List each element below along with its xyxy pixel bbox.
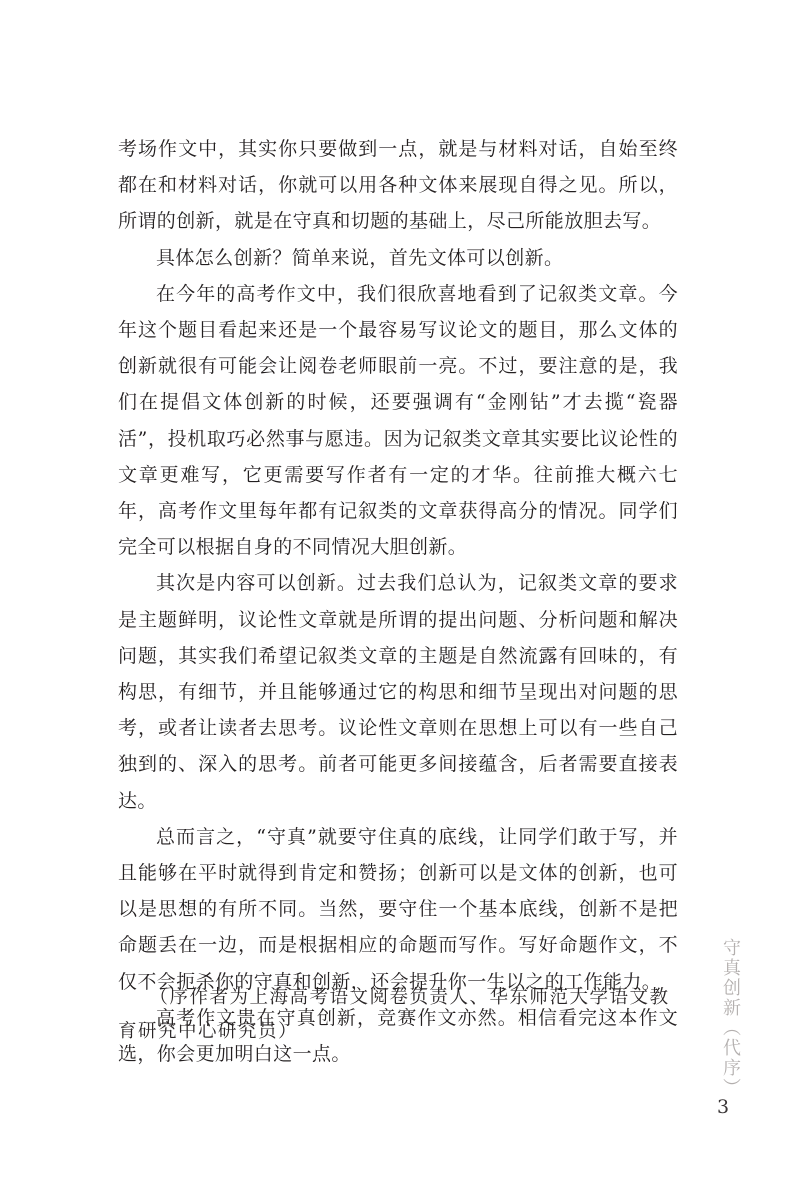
paragraph: 总而言之，“守真”就要守住真的底线，让同学们敢于写，并且能够在平时就得到肯定和赞扬；创新可以是文体的创新，也可以是思想的有所不同。当然，要守住一个基本底线，创新不是把命题丢在一边，而是根据相应的命题而写作。写好命题作文，不仅不会扼杀你的守真和创新，还会提升你一生以之的工作能力。: [118, 825, 678, 993]
paragraph: 高考作文贵在守真创新，竞赛作文亦然。相信看完这本作文选，你会更加明白这一点。: [118, 1006, 678, 1066]
page-number: 3: [717, 1096, 730, 1118]
paragraph: 其次是内容可以创新。过去我们总认为，记叙类文章的要求是主题鲜明，议论性文章就是所谓的提出问题、分析问题和解决问题，其实我们希望记叙类文章的主题是自然流露有回味的，有构思，有细节，并且能够通过它的构思和细节呈现出对问题的思考，或者让读者去思考。议论性文章则在思想上可以有一些自己独到的、深入的思考。前者可能更多间接蕴含，后者需要直接表达。: [118, 572, 678, 812]
body-text: [118, 131, 678, 1072]
paragraph: 在今年的高考作文中，我们很欣喜地看到了记叙类文章。今年这个题目看起来还是一个最容易写议论文的题目，那么文体的创新就很有可能会让阅卷老师眼前一亮。不过，要注意的是，我们在提倡文体创新的时候，还要强调有“金刚钻”才去揽“瓷器活”，投机取巧必然事与愿违。因为记叙类文章其实要比议论性的文章更难写，它更需要写作者有一定的才华。往前推大概六七年，高考作文里每年都有记叙类的文章获得高分的情况。同学们完全可以根据自身的不同情况大胆创新。: [118, 282, 678, 559]
running-head: 守真创新（代序）: [720, 938, 741, 1098]
paragraph: 具体怎么创新？简单来说，首先文体可以创新。: [156, 246, 564, 269]
paragraph-continued: 考场作文中，其实你只要做到一点，就是与材料对话，自始至终都在和材料对话，你就可以用各种文体来展现自得之见。所以，所谓的创新，就是在守真和切题的基础上，尽己所能放胆去写。: [118, 138, 678, 233]
author-note: （序作者为上海高考语文阅卷负责人、华东师范大学语文教育研究中心研究员）: [118, 987, 670, 1042]
